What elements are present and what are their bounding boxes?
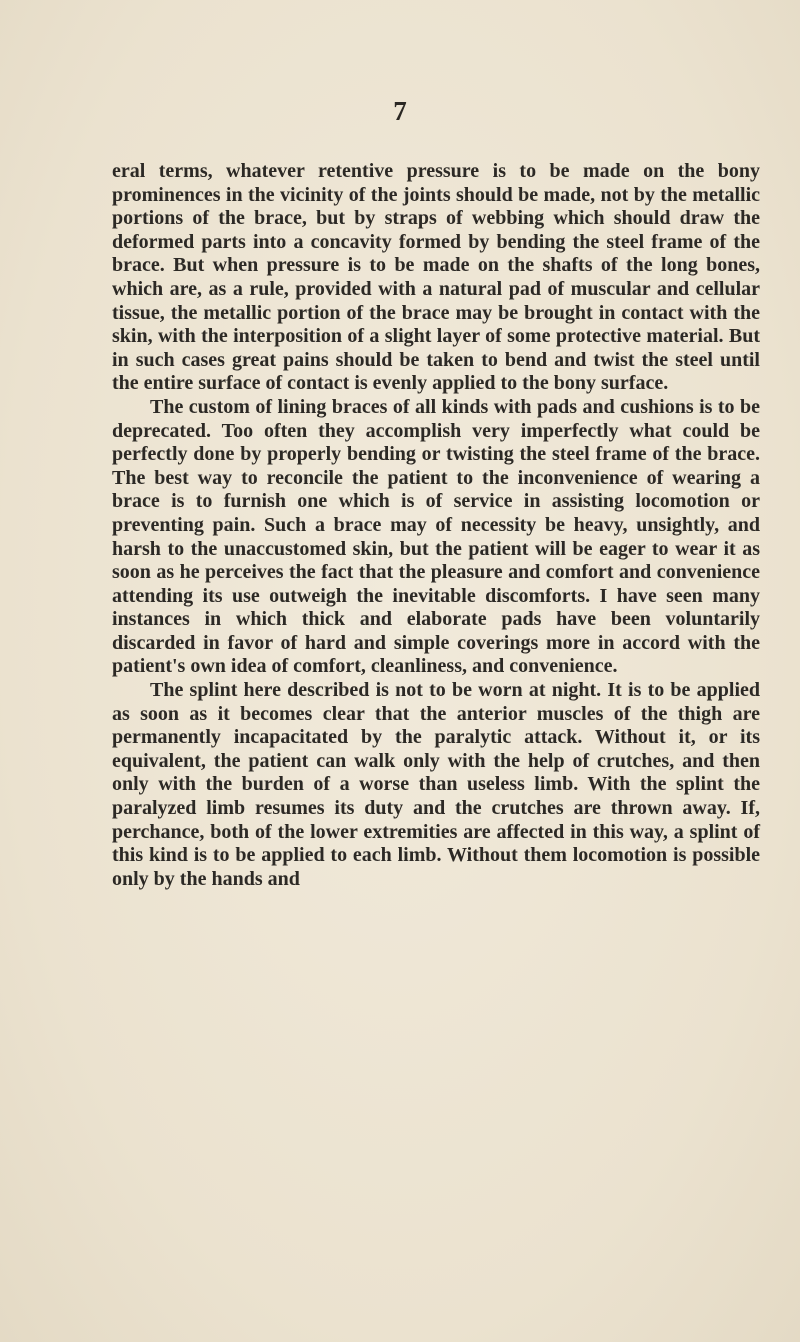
paragraph-lining-braces: The custom of lining braces of all kinds with pads and cushions is to be deprecated. Too often they accomplish very imperfectly what could be perfectly done by properly bending or twisting the steel frame of the brace. The best way to reconcile the patient to the inconvenience of wearing a brace is to furnish one which is of service in assisting locomotion or preventing pain. Such a brace may of necessity be heavy, unsightly, and harsh to the unaccustomed skin, but the patient will be eager to wear it as soon as he perceives the fact that the pleasure and comfort and convenience attending its use outweigh the inevitable discomforts. I have seen many instances in which thick and elaborate pads have been voluntarily discarded in favor of hard and simple coverings more in accord with the patient's own idea of comfort, cleanliness, and convenience.: [112, 395, 760, 678]
body-text: [112, 160, 760, 891]
paragraph-splint-night: The splint here described is not to be worn at night. It is to be applied as soon as it becomes clear that the anterior muscles of the thigh are permanently incapacitated by the paralytic attack. Without it, or its equivalent, the patient can walk only with the help of crutches, and then only with the burden of a worse than useless limb. With the splint the paralyzed limb resumes its duty and the crutches are thrown away. If, perchance, both of the lower extremities are affected in this way, a splint of this kind is to be applied to each limb. Without them locomotion is possible only by the hands and: [112, 679, 760, 890]
paragraph-continuation: eral terms, whatever retentive pressure is to be made on the bony prominences in the vicinity of the joints should be made, not by the metallic portions of the brace, but by straps of webbing which should draw the deformed parts into a concavity formed by bending the steel frame of the brace. But when pressure is to be made on the shafts of the long bones, which are, as a rule, provided with a natural pad of muscular and cellular tissue, the metallic portion of the brace may be brought in contact with the skin, with the interposition of a slight layer of some protective material. But in such cases great pains should be taken to bend and twist the steel until the entire surface of contact is evenly applied to the bony surface.: [112, 160, 760, 395]
page-number: 7: [393, 96, 407, 126]
